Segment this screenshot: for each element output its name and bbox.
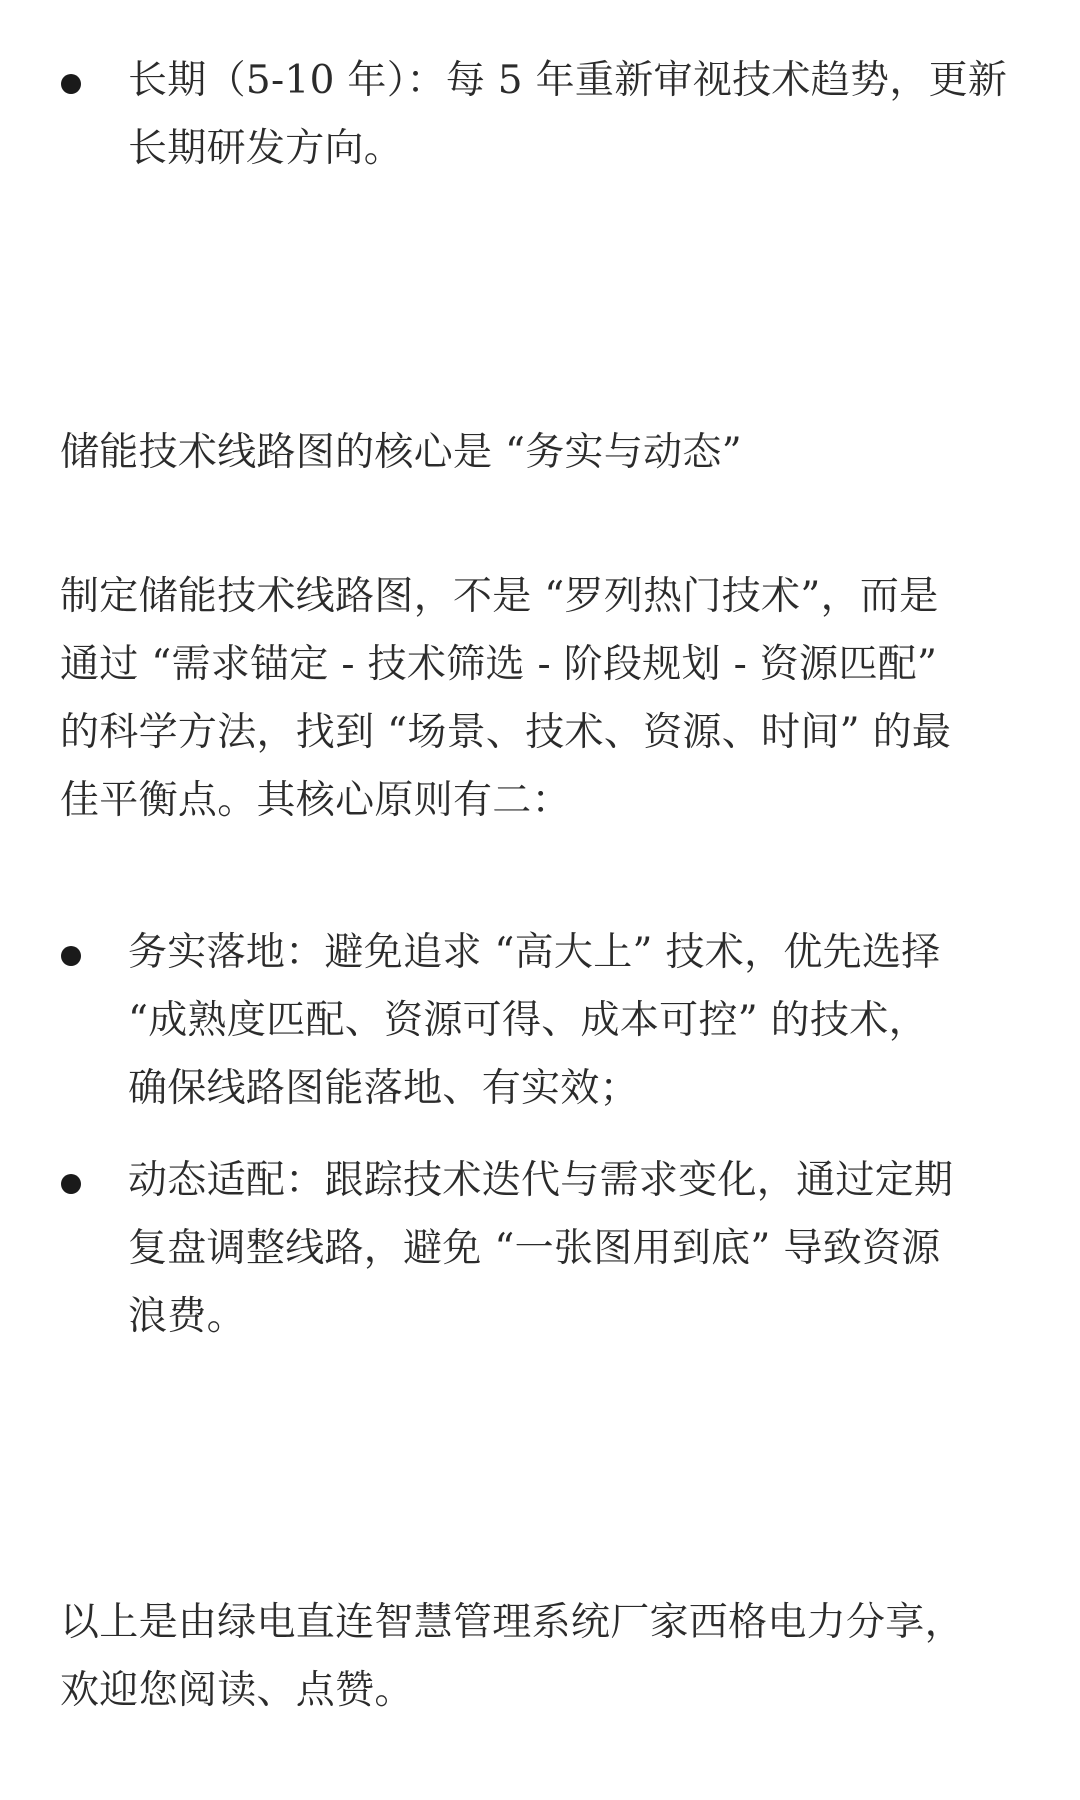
paragraph-line: 佳平衡点。其核心原则有二： — [60, 778, 571, 823]
bullet-dot — [61, 1174, 81, 1194]
principle-text-line: “成熟度匹配、资源可得、成本可控” 的技术， — [128, 998, 928, 1043]
bullet-dot — [61, 74, 81, 94]
bullet-dot — [61, 946, 81, 966]
bullet-text-line: 长期研发方向。 — [128, 126, 404, 171]
paragraph-line: 的科学方法，找到 “场景、技术、资源、时间” 的最 — [60, 710, 952, 755]
principle-text-line: 浪费。 — [128, 1294, 246, 1339]
closing-line: 欢迎您阅读、点赞。 — [60, 1668, 414, 1713]
principle-text-line: 动态适配：跟踪技术迭代与需求变化，通过定期 — [128, 1158, 954, 1203]
paragraph-line: 通过 “需求锚定 - 技术筛选 - 阶段规划 - 资源匹配” — [60, 642, 938, 687]
section-heading: 储能技术线路图的核心是 “务实与动态” — [60, 430, 742, 475]
principle-text-line: 复盘调整线路，避免 “一张图用到底” 导致资源 — [128, 1226, 941, 1271]
paragraph-line: 制定储能技术线路图，不是 “罗列热门技术”，而是 — [60, 574, 939, 619]
bullet-text-line: 长期（5-10 年）：每 5 年重新审视技术趋势，更新 — [128, 58, 1008, 103]
principle-text-line: 务实落地：避免追求 “高大上” 技术，优先选择 — [128, 930, 941, 975]
principle-text-line: 确保线路图能落地、有实效； — [128, 1066, 639, 1111]
closing-line: 以上是由绿电直连智慧管理系统厂家西格电力分享， — [60, 1600, 964, 1645]
